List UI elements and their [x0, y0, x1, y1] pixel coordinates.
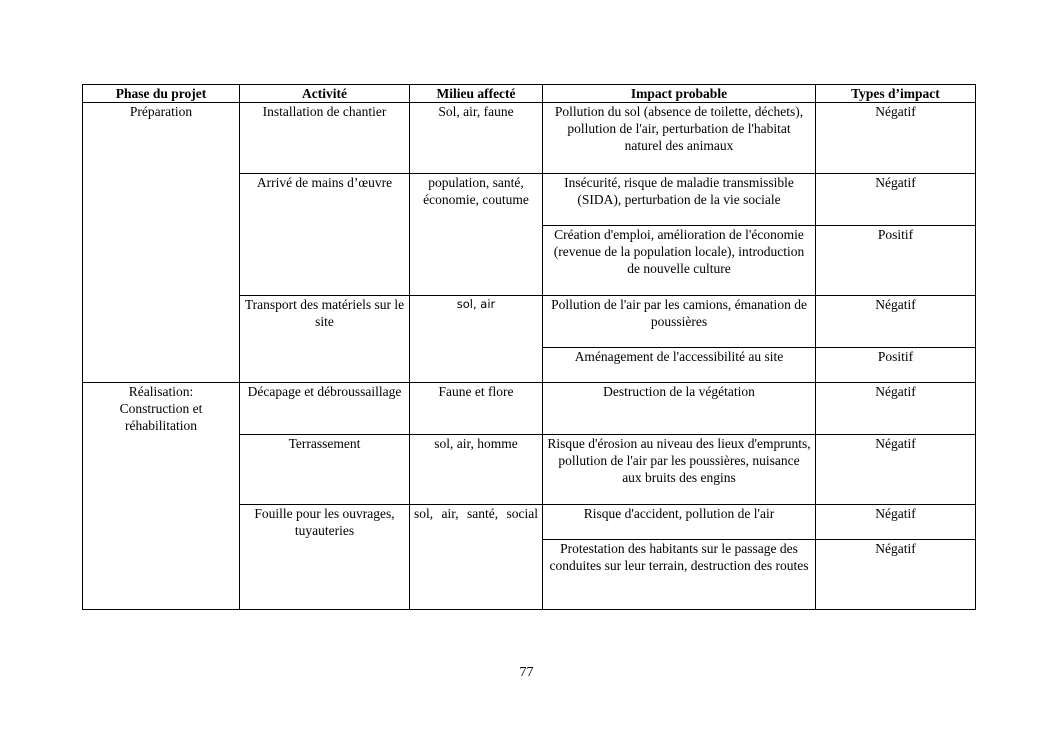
type-cell: Négatif: [816, 435, 976, 505]
type-cell: Négatif: [816, 505, 976, 540]
header-activity: Activité: [240, 85, 410, 103]
milieu-cell: Faune et flore: [410, 383, 543, 435]
type-cell: Positif: [816, 348, 976, 383]
impact-cell: Protestation des habitants sur le passage des conduites sur leur terrain, destruction des routes: [543, 540, 816, 610]
impact-cell: Aménagement de l'accessibilité au site: [543, 348, 816, 383]
impact-cell: Insécurité, risque de maladie transmissible (SIDA), perturbation de la vie sociale: [543, 174, 816, 226]
milieu-cell: population, santé, économie, coutume: [410, 174, 543, 296]
activity-cell: Installation de chantier: [240, 103, 410, 174]
milieu-cell: Sol, air, faune: [410, 103, 543, 174]
type-cell: Négatif: [816, 174, 976, 226]
header-phase: Phase du projet: [83, 85, 240, 103]
activity-cell: Transport des matériels sur le site: [240, 296, 410, 383]
activity-cell: Terrassement: [240, 435, 410, 505]
impact-table: [82, 84, 976, 610]
milieu-cell: sol, air, santé, social: [410, 505, 543, 610]
phase-label-line: réhabilitation: [125, 418, 197, 433]
activity-cell: Fouille pour les ouvrages, tuyauteries: [240, 505, 410, 610]
phase-label-line: Construction et: [119, 401, 203, 416]
impact-cell: Pollution de l'air par les camions, émanation de poussières: [543, 296, 816, 348]
header-impact: Impact probable: [543, 85, 816, 103]
header-row: [83, 85, 976, 103]
milieu-cell: sol, air, homme: [410, 435, 543, 505]
milieu-cell: sol, air: [410, 296, 543, 383]
header-milieu: Milieu affecté: [410, 85, 543, 103]
table-row: [83, 383, 976, 435]
type-cell: Négatif: [816, 540, 976, 610]
page-number: 77: [519, 665, 534, 680]
type-cell: Positif: [816, 226, 976, 296]
type-cell: Négatif: [816, 296, 976, 348]
phase-label-line: Réalisation:: [128, 384, 194, 399]
impact-cell: Destruction de la végétation: [543, 383, 816, 435]
phase-cell: [83, 383, 240, 610]
phase-cell: Préparation: [83, 103, 240, 383]
type-cell: Négatif: [816, 383, 976, 435]
type-cell: Négatif: [816, 103, 976, 174]
table-row: [83, 103, 976, 174]
impact-cell: Création d'emploi, amélioration de l'économie (revenue de la population locale), introduction de nouvelle culture: [543, 226, 816, 296]
activity-cell: Décapage et débroussaillage: [240, 383, 410, 435]
header-type: Types d’impact: [816, 85, 976, 103]
impact-cell: Risque d'accident, pollution de l'air: [543, 505, 816, 540]
impact-cell: Risque d'érosion au niveau des lieux d'emprunts, pollution de l'air par les poussières, nuisance aux bruits des engins: [543, 435, 816, 505]
impact-cell: Pollution du sol (absence de toilette, déchets), pollution de l'air, perturbation de l'habitat naturel des animaux: [543, 103, 816, 174]
activity-cell: Arrivé de mains d’œuvre: [240, 174, 410, 296]
